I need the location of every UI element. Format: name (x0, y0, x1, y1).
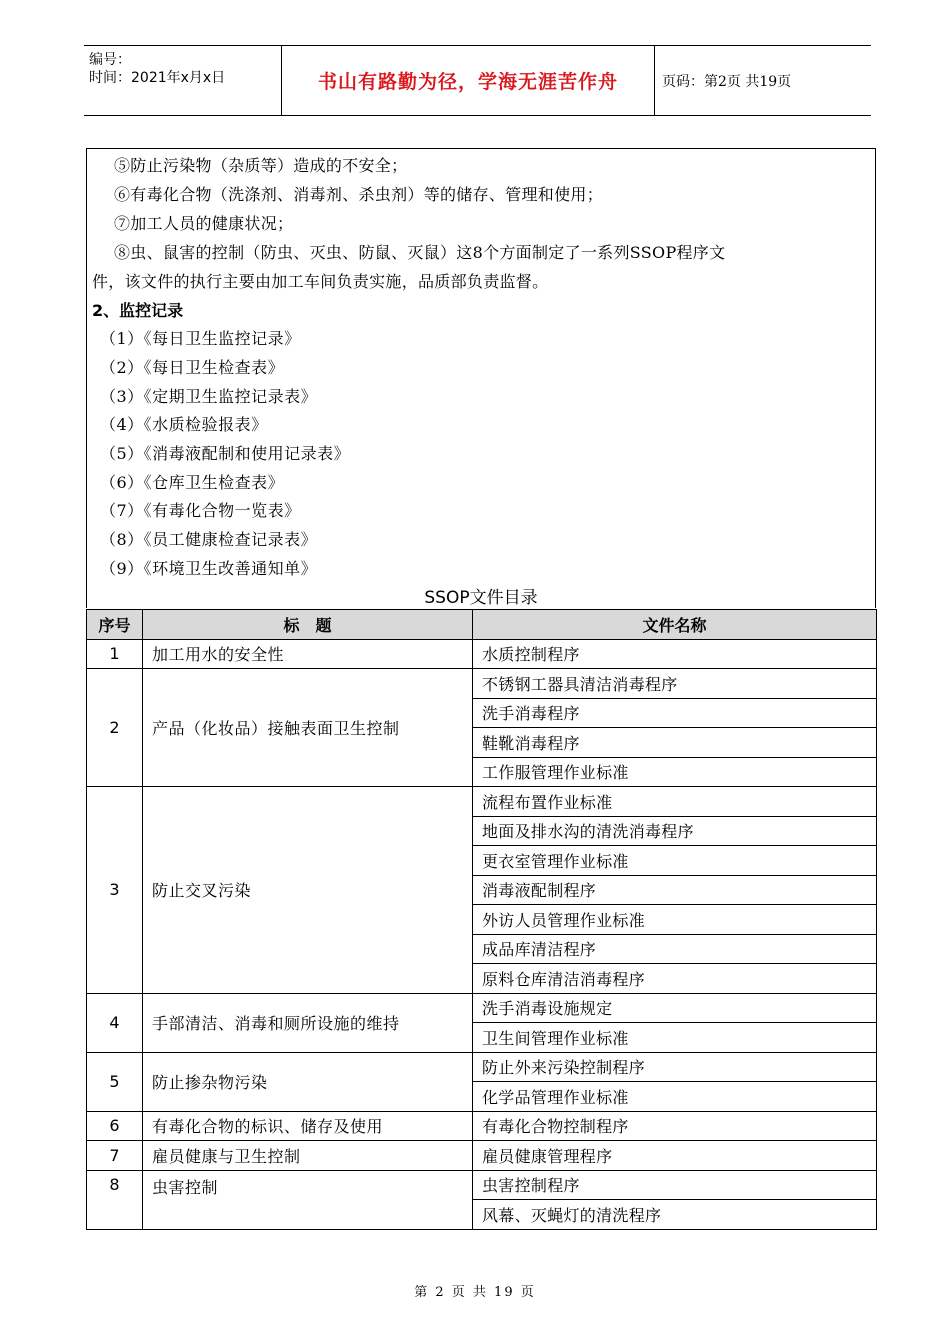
table-row (87, 787, 877, 817)
record-item: （7）《有毒化合物一览表》 (100, 501, 301, 520)
table-row (87, 1170, 877, 1200)
record-item: （3）《定期卫生监控记录表》 (100, 387, 318, 406)
record-item: （4）《水质检验报表》 (100, 415, 268, 434)
row-number: 1 (87, 639, 143, 669)
file-name: 鞋靴消毒程序 (473, 728, 877, 758)
file-name: 外访人员管理作业标准 (473, 905, 877, 935)
file-name: 雇员健康管理程序 (473, 1141, 877, 1171)
record-item: （8）《员工健康检查记录表》 (100, 530, 318, 549)
row-title: 雇员健康与卫生控制 (143, 1141, 473, 1171)
record-item: （1）《每日卫生监控记录》 (100, 329, 301, 348)
file-name: 虫害控制程序 (473, 1170, 877, 1200)
row-number: 4 (87, 993, 143, 1052)
row-title: 有毒化合物的标识、储存及使用 (143, 1111, 473, 1141)
paragraph: ⑤防止污染物（杂质等）造成的不安全； (114, 156, 408, 175)
row-title: 虫害控制 (143, 1170, 473, 1229)
table-row (87, 993, 877, 1023)
row-title: 防止掺杂物污染 (143, 1052, 473, 1111)
record-item: （5）《消毒液配制和使用记录表》 (100, 444, 351, 463)
file-name: 洗手消毒设施规定 (473, 993, 877, 1023)
paragraph: ⑧虫、鼠害的控制（防虫、灭虫、防鼠、灭鼠）这8个方面制定了一系列SSOP程序文 (114, 243, 726, 262)
paragraph: 件，该文件的执行主要由加工车间负责实施，品质部负责监督。 (92, 272, 549, 291)
file-name: 卫生间管理作业标准 (473, 1023, 877, 1053)
table-header-row (87, 610, 877, 640)
row-number: 6 (87, 1111, 143, 1141)
row-title: 手部清洁、消毒和厕所设施的维持 (143, 993, 473, 1052)
record-item: （2）《每日卫生检查表》 (100, 358, 285, 377)
file-name: 化学品管理作业标准 (473, 1082, 877, 1112)
row-title: 产品（化妆品）接触表面卫生控制 (143, 669, 473, 787)
section-heading: 2、监控记录 (92, 301, 184, 320)
file-name: 防止外来污染控制程序 (473, 1052, 877, 1082)
table-row (87, 1141, 877, 1171)
file-name: 水质控制程序 (473, 639, 877, 669)
row-number: 5 (87, 1052, 143, 1111)
column-header-title: 标 题 (143, 610, 473, 640)
row-number: 2 (87, 669, 143, 787)
page-footer: 第 2 页 共 19 页 (414, 1285, 536, 1300)
paragraph: ⑥有毒化合物（洗涤剂、消毒剂、杀虫剂）等的储存、管理和使用； (114, 185, 604, 204)
date-line: 时间：2021年x月x日 (89, 70, 226, 86)
file-name: 更衣室管理作业标准 (473, 846, 877, 876)
table-row (87, 1052, 877, 1082)
row-number: 7 (87, 1141, 143, 1171)
header-motto: 书山有路勤为径，学海无涯苦作舟 (317, 71, 618, 93)
header-page-info: 页码：第2页 共19页 (662, 74, 792, 90)
file-name: 风幕、灭蝇灯的清洗程序 (473, 1200, 877, 1230)
table-title: SSOP文件目录 (424, 588, 538, 608)
file-name: 有毒化合物控制程序 (473, 1111, 877, 1141)
row-number: 3 (87, 787, 143, 994)
file-name: 原料仓库清洁消毒程序 (473, 964, 877, 994)
file-name: 流程布置作业标准 (473, 787, 877, 817)
header-meta (84, 46, 281, 115)
file-name: 成品库清洁程序 (473, 934, 877, 964)
file-name: 洗手消毒程序 (473, 698, 877, 728)
record-item: （9）《环境卫生改善通知单》 (100, 559, 318, 578)
file-name: 地面及排水沟的清洗消毒程序 (473, 816, 877, 846)
column-header-no: 序号 (87, 610, 143, 640)
paragraph: ⑦加工人员的健康状况； (114, 214, 294, 233)
header-divider (654, 46, 655, 115)
ssop-file-table (86, 609, 877, 1230)
table-row (87, 669, 877, 699)
page-header (84, 45, 871, 116)
table-row (87, 639, 877, 669)
serial-label: 编号： (89, 52, 131, 68)
record-item: （6）《仓库卫生检查表》 (100, 473, 285, 492)
row-title: 加工用水的安全性 (143, 639, 473, 669)
file-name: 消毒液配制程序 (473, 875, 877, 905)
row-title: 防止交叉污染 (143, 787, 473, 994)
file-name: 不锈钢工器具清洁消毒程序 (473, 669, 877, 699)
row-number: 8 (87, 1170, 143, 1229)
table-row (87, 1111, 877, 1141)
column-header-file: 文件名称 (473, 610, 877, 640)
file-name: 工作服管理作业标准 (473, 757, 877, 787)
